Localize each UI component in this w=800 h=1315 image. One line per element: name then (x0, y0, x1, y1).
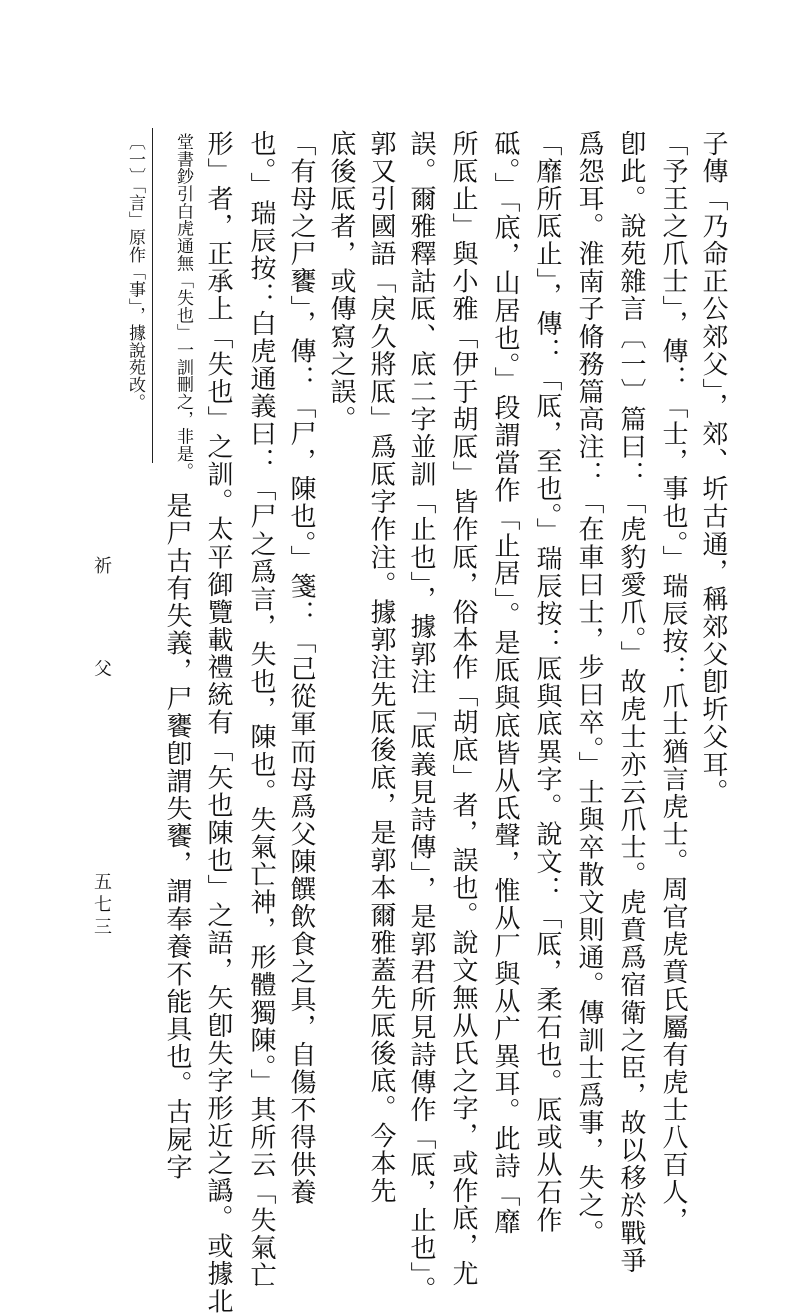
page-number: 五七三 (91, 872, 112, 940)
text-column-1: 子傳「乃命正公郊父」，郊、圻古通，稱郊父卽圻父耳。 (698, 130, 728, 806)
text-column-8: 誤。爾雅釋詁厎、底二字並訓「止也」，據郭注「厎義見詩傳」，是郭君所見詩傳作「厎，止也」。 (406, 130, 436, 1304)
text-column-3: 卽此。說苑雜言〔一〕篇曰：「虎豹愛爪。」故虎士亦云爪士。虎賁爲宿衛之臣，故以移於戰爭 (616, 130, 646, 1275)
text-column-7: 所厎止」與小雅「伊于胡厎」皆作厎，俗本作「胡底」者，誤也。說文無从氏之字，或作底，尤 (448, 130, 478, 1288)
footnote-divider (152, 128, 153, 463)
text-column-6: 砥。」「底，山居也。」段謂當作「止居」。是厎與底皆从氐聲，惟从厂與从广異耳。此詩「靡 (490, 130, 520, 1236)
text-column-2: 「予王之爪士」，傳：「士，事也。」瑞辰按：爪士猶言虎士。周官虎賁氏屬有虎士八百人， (658, 130, 688, 1234)
text-column-12: 也。」瑞辰按：白虎通義曰：「尸之爲言，失也，陳也。失氣亡神，形體獨陳。」其所云「失氣亡 (246, 130, 276, 1290)
running-header: 祈 父 (91, 556, 112, 717)
footnote-1: 〔一〕「言」原作「事」，據說苑改。 (125, 133, 145, 411)
text-column-14-small: 堂書鈔引白虎通無「失也」一訓刪之，非是。 (173, 133, 193, 480)
text-column-15: 是尸古有失義，尸饔卽謂失饔，謂奉養不能具也。古屍字 (162, 492, 192, 1181)
text-column-9: 郭又引國語「戾久將厎」爲厎字作注。據郭注先厎後底，是郭本爾雅蓋先厎後底。今本先 (366, 130, 396, 1205)
text-column-4: 爲怨耳。淮南子脩務篇高注：「在車曰士，步曰卒。」士與卒散文則通。傳訓士爲事，失之。 (574, 130, 604, 1247)
text-column-11: 「有母之尸饔」，傳：「尸，陳也。」箋：「己從軍而母爲父陳饌飲食之具，自傷不得供養 (286, 130, 316, 1207)
text-column-10: 底後厎者，或傳寫之誤。 (326, 130, 356, 434)
text-column-13: 形」者，正承上「失也」之訓。太平御覽載禮統有「矢也陳也」之語，矢卽失字形近之譌。或據北 (203, 130, 233, 1315)
text-column-5: 「靡所厎止」，傳：「厎，至也。」瑞辰按：厎與底異字。說文：「厎，柔石也。厎或从石作 (532, 130, 562, 1234)
